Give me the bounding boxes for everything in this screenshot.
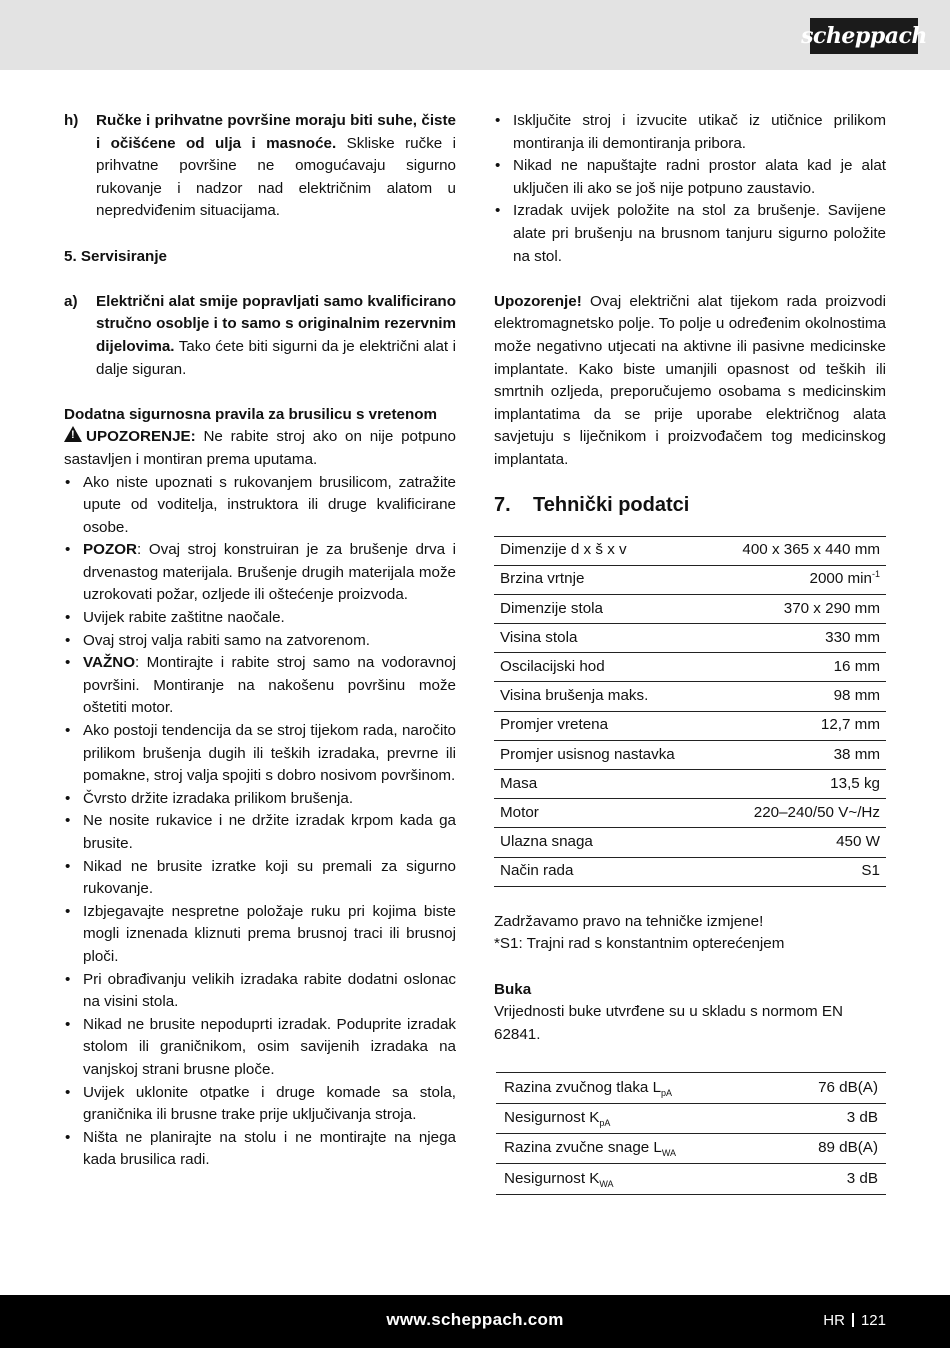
tech-row — [494, 799, 886, 828]
tech-label: Dimenzije d x š x v — [494, 536, 712, 565]
footer-bar — [0, 1295, 950, 1348]
rule-h-bold: Ručke i prihvatne površine moraju biti suhe, čiste i očišćene od ulja i masnoće. — [96, 112, 456, 152]
tech-label: Oscilacijski hod — [494, 653, 712, 682]
noise-subscript: pA — [661, 1087, 673, 1098]
rule-h-text: Skliske ručke i prihvatne površine ne omogućavaju sigurno rukovanje i nadzor nad električnim alatom u nepredviđenim situacijama. — [96, 134, 457, 220]
safety-bullet-item — [64, 1014, 456, 1082]
right-bullet-item: • Izradak uvijek položite na stol za brušenje. Savijene alate pri brušenju na brusnom tanjuru sigurno položite na stol. — [494, 200, 886, 268]
bullet-bold-label: VAŽNO — [83, 654, 136, 672]
page-number: 121 — [860, 1312, 886, 1329]
tech-value: 450 W — [836, 833, 880, 851]
bullet-text: Nikad ne brusite nepoduprti izradak. Poduprite izradak stolom ili graničnikom, osim savijenih izradaka na vanjskoj strani brusne ploče. — [83, 1015, 456, 1078]
warning-label: UPOZORENJE: — [86, 428, 196, 446]
tech-value: 38 mm — [833, 745, 880, 763]
tech-label: Visina stola — [494, 624, 712, 653]
bullet-text: Ovaj stroj valja rabiti samo na zatvorenom. — [83, 631, 370, 649]
warning-paragraph — [64, 426, 456, 471]
safety-bullet-item — [64, 630, 456, 653]
bullet-text: Ako niste upoznati s rukovanjem brusilicom, zatražite upute od voditelja, instruktora ili druge kvalificirane osobe. — [83, 473, 456, 536]
noise-label-cell — [496, 1164, 774, 1194]
bullet-text: Nikad ne brusite izratke koji su premali za sigurno rukovanje. — [83, 857, 456, 898]
noise-row — [496, 1164, 886, 1194]
tech-value-cell — [712, 624, 886, 653]
tech-row — [494, 653, 886, 682]
bullet-text: Pri obrađivanju velikih izradaka rabite dodatni oslonac na visini stola. — [83, 970, 456, 1011]
safety-bullet-item — [64, 901, 456, 969]
safety-bullet-item — [64, 1127, 456, 1172]
tech-value: 13,5 kg — [830, 774, 880, 792]
safety-bullet-item — [64, 1082, 456, 1127]
tech-label: Promjer vretena — [494, 711, 712, 740]
tech-value: 220–240/50 V~/Hz — [753, 803, 880, 821]
safety-bullet-item — [64, 969, 456, 1014]
tech-value: 400 x 365 x 440 mm — [742, 541, 880, 559]
tech-row — [494, 565, 886, 594]
tech-value-cell — [712, 740, 886, 769]
safety-bullet-item — [64, 539, 456, 607]
noise-subscript: pA — [599, 1118, 611, 1129]
tech-unit-exponent: -1 — [871, 569, 880, 580]
tech-value-cell — [712, 536, 886, 565]
tech-row — [494, 536, 886, 565]
tech-label: Ulazna snaga — [494, 828, 712, 857]
warning-text: Ne rabite stroj ako on nije potpuno sastavljen i montiran prema uputama. — [64, 428, 456, 468]
noise-row — [496, 1134, 886, 1164]
rule-a — [64, 291, 456, 381]
noise-table — [496, 1072, 886, 1195]
tech-value: 2000 min — [809, 570, 872, 588]
tech-note: Zadržavamo pravo na tehničke izmjene! — [494, 912, 764, 930]
noise-label-cell — [496, 1103, 774, 1133]
tech-value-cell — [712, 594, 886, 623]
page-indicator — [823, 1310, 886, 1333]
bullet-bold-label: POZOR — [83, 541, 138, 559]
tech-row — [494, 594, 886, 623]
tech-value: 16 mm — [833, 658, 880, 676]
noise-value: 3 dB — [774, 1103, 886, 1133]
tech-label: Motor — [494, 799, 712, 828]
tech-label: Masa — [494, 770, 712, 799]
noise-label: Razina zvučnog tlaka L — [504, 1078, 662, 1096]
safety-bullet-item — [64, 810, 456, 855]
bullet-text: Ne nosite rukavice i ne držite izradak krpom kada ga brusite. — [83, 812, 456, 852]
noise-value: 3 dB — [774, 1164, 886, 1194]
header-bar — [0, 0, 950, 70]
bullet-text: Izbjegavajte nespretne položaje ruku pri kojima biste mogli iznenada kliznuti prema brusnoj traci ili brusnoj ploči. — [83, 902, 456, 965]
emf-warning — [494, 291, 886, 472]
tech-value: 370 x 290 mm — [783, 599, 880, 617]
tech-row — [494, 624, 886, 653]
tech-label: Brzina vrtnje — [494, 565, 712, 594]
tech-label: Dimenzije stola — [494, 594, 712, 623]
noise-value: 89 dB(A) — [774, 1134, 886, 1164]
noise-label: Nesigurnost K — [504, 1169, 600, 1187]
tech-value-cell — [712, 565, 886, 594]
warning-triangle-icon — [64, 426, 82, 442]
section-7-title: Tehnički podatci — [533, 493, 690, 516]
tech-row — [494, 857, 886, 886]
safety-bullet-item — [64, 720, 456, 788]
noise-value: 76 dB(A) — [774, 1073, 886, 1103]
tech-value: 330 mm — [825, 628, 880, 646]
tech-label: Visina brušenja maks. — [494, 682, 712, 711]
bullet-text: : Montirajte i rabite stroj samo na vodoravnoj površini. Montiranje na nakošenu površinu može oštetiti motor. — [83, 654, 456, 717]
bullet-text: Uvijek rabite zaštitne naočale. — [83, 609, 285, 627]
bullet-text: Ako postoji tendencija da se stroj tijekom rada, naročito prilikom brušenja dugih ili teških izradaka, prevrne ili pomakne, stroj valja spojiti s dobro nosivom površinom. — [83, 722, 456, 785]
tech-value-cell — [712, 711, 886, 740]
safety-bullet-item — [64, 607, 456, 630]
section-5-title: 5. Servisiranje — [64, 247, 168, 265]
left-column — [64, 110, 456, 1172]
tech-row — [494, 828, 886, 857]
right-column — [494, 110, 886, 1195]
brand-logo: scheppach — [810, 18, 918, 54]
safety-bullet-item — [64, 472, 456, 540]
footer-website-link[interactable]: www.scheppach.com — [386, 1310, 564, 1329]
tech-row — [494, 711, 886, 740]
safety-bullet-item — [64, 652, 456, 720]
tech-value-cell — [712, 770, 886, 799]
noise-label: Nesigurnost K — [504, 1109, 600, 1127]
rule-a-label: a) — [64, 292, 78, 310]
tech-value-cell — [712, 682, 886, 711]
rule-h-label: h) — [64, 112, 79, 129]
right-bullet-item: • Nikad ne napuštajte radni prostor alata kad je alat uključen ili ako se još nije potpuno zaustavio. — [494, 155, 886, 200]
tech-value-cell — [712, 799, 886, 828]
emf-warning-label: Upozorenje! — [494, 292, 582, 310]
noise-subscript: WA — [661, 1148, 677, 1159]
tech-row — [494, 770, 886, 799]
rule-a-text: Tako ćete biti sigurni da je električni alat i dalje siguran. — [96, 337, 456, 378]
bullet-text: Čvrsto držite izradaka prilikom brušenja. — [83, 789, 354, 807]
section-7-number: 7. — [494, 493, 511, 516]
noise-subscript: WA — [599, 1178, 614, 1189]
bullet-text: Uvijek uklonite otpatke i druge komade sa stola, graničnika ili brusne trake prije uključivanja stroja. — [83, 1083, 456, 1124]
noise-text: Vrijednosti buke utvrđene su u skladu s normom EN 62841. — [494, 1003, 843, 1043]
extra-rules-title: Dodatna sigurnosna pravila za brusilicu s vretenom — [64, 405, 438, 423]
section-7-heading — [494, 492, 886, 518]
tech-label: Način rada — [494, 857, 712, 886]
bullet-text: Ništa ne planirajte na stolu i ne montirajte na njega kada brusilica radi. — [83, 1128, 456, 1169]
tech-row — [494, 740, 886, 769]
noise-label: Razina zvučne snage L — [504, 1139, 662, 1157]
tech-value-cell — [712, 828, 886, 857]
noise-title: Buka — [494, 980, 532, 998]
noise-row — [496, 1073, 886, 1103]
safety-bullet-item — [64, 788, 456, 811]
right-bullet-item: • Isključite stroj i izvucite utikač iz utičnice prilikom montiranja ili demontiranja pribora. — [494, 110, 886, 155]
bullet-text: : Ovaj stroj konstruiran je za brušenje drva i drvenastog materijala. Brušenje drugih materijala može uzrokovati požar, ozljede ili oštećenje proizvoda. — [83, 541, 456, 604]
tech-row — [494, 682, 886, 711]
s1-note: *S1: Trajni rad s konstantnim opterećenjem — [494, 935, 785, 953]
noise-row — [496, 1103, 886, 1133]
separator — [852, 1313, 854, 1327]
tech-label: Promjer usisnog nastavka — [494, 740, 712, 769]
tech-value: S1 — [861, 862, 880, 880]
emf-warning-text: Ovaj električni alat tijekom rada proizvodi elektromagnetsko polje. To polje u određenim okolnostima može negativno utjecati na aktivne ili pasivne medicinske implantate. Kako biste umanjili opasnost od teških ili smrtnih ozljeda, preporučujemo osobama s medicinskim implantatima da se prije uporabe električnog alata savjetuju s liječnikom i proizvođačem tog medicinskog implantata. — [494, 292, 886, 468]
tech-value-cell — [712, 653, 886, 682]
safety-bullet-item — [64, 856, 456, 901]
noise-label-cell — [496, 1073, 774, 1103]
safety-bullet-list — [64, 472, 456, 1172]
tech-value: 98 mm — [833, 687, 880, 705]
noise-label-cell — [496, 1134, 774, 1164]
rule-a-bold: Električni alat smije popravljati samo kvalificirano stručno osoblje i to samo s originalnim rezervnim dijelovima. — [96, 292, 456, 355]
tech-data-table — [494, 536, 886, 887]
right-bullet-list — [494, 110, 886, 268]
tech-value-cell — [712, 857, 886, 886]
tech-value: 12,7 mm — [820, 716, 880, 734]
language-code: HR — [823, 1312, 845, 1329]
rule-h — [64, 110, 456, 223]
